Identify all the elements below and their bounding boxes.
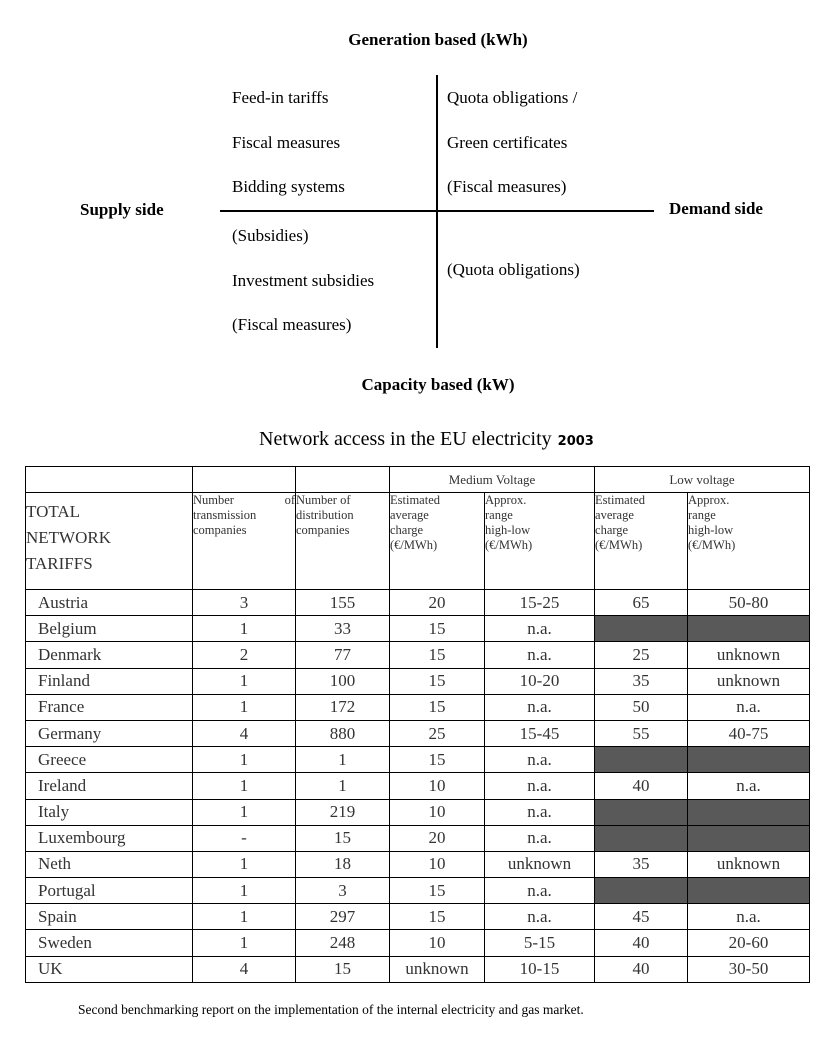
mv-range-cell: n.a. (485, 904, 595, 930)
mv-range-cell: 10-15 (485, 956, 595, 982)
header-line: Number of (193, 493, 295, 507)
mv-charge-cell: 15 (390, 642, 485, 668)
lv-range-cell: unknown (688, 642, 810, 668)
lv-estimated-charge-header (595, 493, 688, 590)
lv-charge-cell: 55 (595, 720, 688, 746)
country-cell: France (26, 694, 193, 720)
distribution-cell: 15 (296, 825, 390, 851)
mv-charge-cell: 10 (390, 773, 485, 799)
transmission-cell: 1 (193, 904, 296, 930)
mv-charge-cell: 10 (390, 851, 485, 877)
not-applicable-shaded-cell (688, 825, 810, 851)
mv-charge-cell: 20 (390, 590, 485, 616)
distribution-companies-header (296, 493, 390, 590)
table-row (26, 956, 810, 982)
not-applicable-shaded-cell (595, 799, 688, 825)
table-body (26, 590, 810, 983)
transmission-cell: 1 (193, 878, 296, 904)
mv-charge-cell: 15 (390, 904, 485, 930)
total-network-tariffs-header (26, 493, 193, 590)
mv-charge-cell: 15 (390, 694, 485, 720)
mv-charge-cell: 15 (390, 747, 485, 773)
header-line: TARIFFS (26, 554, 93, 573)
generation-based-label: Generation based (kWh) (348, 30, 528, 49)
quadrant-item: (Quota obligations) (447, 260, 580, 279)
transmission-cell: 1 (193, 616, 296, 642)
header-line: (€/MWh) (485, 538, 533, 552)
mv-estimated-charge-header (390, 493, 485, 590)
country-cell: Italy (26, 799, 193, 825)
medium-voltage-header: Medium Voltage (390, 467, 595, 493)
table-row (26, 799, 810, 825)
table-year: 2003 (557, 434, 594, 449)
not-applicable-shaded-cell (688, 799, 810, 825)
distribution-cell: 15 (296, 956, 390, 982)
lv-charge-cell: 50 (595, 694, 688, 720)
header-line: charge (595, 523, 629, 537)
header-line: (€/MWh) (688, 538, 736, 552)
distribution-cell: 297 (296, 904, 390, 930)
table-title (259, 428, 594, 451)
empty-header-cell (296, 467, 390, 493)
lv-approx-range-header (688, 493, 810, 590)
mv-range-cell: unknown (485, 851, 595, 877)
mv-range-cell: n.a. (485, 878, 595, 904)
country-cell: Portugal (26, 878, 193, 904)
source-footnote: Second benchmarking report on the implementation of the internal electricity and gas market. (78, 1002, 584, 1017)
header-line: NETWORK (26, 528, 111, 547)
quadrant-item: (Fiscal measures) (447, 177, 567, 196)
country-cell: Spain (26, 904, 193, 930)
group-header-row (26, 467, 810, 493)
transmission-cell: - (193, 825, 296, 851)
country-cell: Austria (26, 590, 193, 616)
mv-charge-cell: 15 (390, 878, 485, 904)
header-line: high-low (485, 523, 531, 537)
table-row (26, 616, 810, 642)
header-line: Approx. (688, 493, 730, 507)
mv-range-cell: 15-25 (485, 590, 595, 616)
distribution-cell: 1 (296, 747, 390, 773)
quadrant-item: Investment subsidies (232, 270, 375, 290)
quadrant-top-right (447, 76, 577, 210)
country-cell: Finland (26, 668, 193, 694)
not-applicable-shaded-cell (688, 616, 810, 642)
lv-range-cell: 40-75 (688, 720, 810, 746)
header-line: distribution (296, 508, 354, 522)
network-access-table (25, 466, 810, 983)
not-applicable-shaded-cell (595, 747, 688, 773)
header-line: average (390, 508, 429, 522)
transmission-cell: 1 (193, 773, 296, 799)
mv-charge-cell: 25 (390, 720, 485, 746)
lv-charge-cell: 35 (595, 668, 688, 694)
not-applicable-shaded-cell (688, 747, 810, 773)
mv-charge-cell: 20 (390, 825, 485, 851)
table-row (26, 668, 810, 694)
mv-range-cell: n.a. (485, 642, 595, 668)
lv-charge-cell: 45 (595, 904, 688, 930)
quadrant-bottom-left (232, 214, 374, 348)
table-row (26, 851, 810, 877)
empty-header-cell (26, 467, 193, 493)
mv-charge-cell: 10 (390, 930, 485, 956)
lv-range-cell: 30-50 (688, 956, 810, 982)
country-cell: Germany (26, 720, 193, 746)
transmission-cell: 3 (193, 590, 296, 616)
distribution-cell: 33 (296, 616, 390, 642)
header-line: range (688, 508, 716, 522)
not-applicable-shaded-cell (595, 825, 688, 851)
transmission-cell: 1 (193, 747, 296, 773)
country-cell: Neth (26, 851, 193, 877)
horizontal-axis-line (220, 210, 654, 212)
header-line: companies (296, 523, 350, 537)
transmission-cell: 1 (193, 694, 296, 720)
country-cell: Greece (26, 747, 193, 773)
mv-range-cell: 15-45 (485, 720, 595, 746)
header-line: (€/MWh) (390, 538, 438, 552)
transmission-cell: 4 (193, 720, 296, 746)
header-line: Estimated (595, 493, 646, 507)
header-line: TOTAL (26, 502, 81, 521)
capacity-based-label: Capacity based (kW) (361, 375, 515, 394)
low-voltage-header: Low voltage (595, 467, 810, 493)
distribution-cell: 100 (296, 668, 390, 694)
transmission-cell: 1 (193, 851, 296, 877)
header-line: transmission (193, 508, 257, 522)
table-row (26, 930, 810, 956)
mv-charge-cell: 10 (390, 799, 485, 825)
table-row (26, 720, 810, 746)
distribution-cell: 219 (296, 799, 390, 825)
empty-header-cell (193, 467, 296, 493)
mv-range-cell: 5-15 (485, 930, 595, 956)
column-header-row (26, 493, 810, 590)
table-row (26, 747, 810, 773)
header-line: Approx. (485, 493, 527, 507)
distribution-cell: 880 (296, 720, 390, 746)
not-applicable-shaded-cell (595, 878, 688, 904)
lv-range-cell: unknown (688, 668, 810, 694)
header-line: range (485, 508, 513, 522)
lv-range-cell: n.a. (688, 904, 810, 930)
distribution-cell: 3 (296, 878, 390, 904)
table-row (26, 825, 810, 851)
table-row (26, 590, 810, 616)
demand-side-label: Demand side (669, 199, 763, 218)
table-row (26, 642, 810, 668)
distribution-cell: 155 (296, 590, 390, 616)
lv-range-cell: n.a. (688, 773, 810, 799)
table-row (26, 904, 810, 930)
mv-approx-range-header (485, 493, 595, 590)
distribution-cell: 77 (296, 642, 390, 668)
country-cell: Belgium (26, 616, 193, 642)
lv-charge-cell: 35 (595, 851, 688, 877)
transmission-cell: 1 (193, 930, 296, 956)
supply-side-label: Supply side (80, 200, 164, 219)
quadrant-item: Fiscal measures (232, 132, 341, 152)
lv-range-cell: 50-80 (688, 590, 810, 616)
quadrant-item: Feed-in tariffs (232, 88, 329, 107)
header-line: charge (390, 523, 424, 537)
lv-charge-cell: 65 (595, 590, 688, 616)
header-line: Number of (296, 493, 351, 507)
header-line: high-low (688, 523, 734, 537)
mv-range-cell: n.a. (485, 616, 595, 642)
quadrant-item: (Fiscal measures) (232, 315, 352, 334)
distribution-cell: 248 (296, 930, 390, 956)
lv-range-cell: 20-60 (688, 930, 810, 956)
transmission-cell: 2 (193, 642, 296, 668)
quadrant-item: Bidding systems (232, 177, 345, 196)
table-row (26, 694, 810, 720)
transmission-cell: 4 (193, 956, 296, 982)
mv-range-cell: n.a. (485, 694, 595, 720)
quadrant-item: Green certificates (447, 132, 568, 152)
country-cell: Luxembourg (26, 825, 193, 851)
transmission-cell: 1 (193, 799, 296, 825)
header-line: average (595, 508, 634, 522)
quadrant-item: Quota obligations / (447, 88, 578, 107)
transmission-companies-header (193, 493, 296, 590)
country-cell: UK (26, 956, 193, 982)
mv-charge-cell: unknown (390, 956, 485, 982)
transmission-cell: 1 (193, 668, 296, 694)
country-cell: Denmark (26, 642, 193, 668)
distribution-cell: 172 (296, 694, 390, 720)
header-line: companies (193, 523, 247, 537)
table-title-text: Network access in the EU electricity (259, 428, 552, 450)
mv-range-cell: n.a. (485, 825, 595, 851)
country-cell: Ireland (26, 773, 193, 799)
table-row (26, 878, 810, 904)
distribution-cell: 1 (296, 773, 390, 799)
lv-charge-cell: 40 (595, 773, 688, 799)
mv-charge-cell: 15 (390, 616, 485, 642)
lv-charge-cell: 40 (595, 930, 688, 956)
quadrant-top-left (232, 76, 345, 210)
header-line: Estimated (390, 493, 440, 507)
mv-range-cell: n.a. (485, 799, 595, 825)
mv-charge-cell: 15 (390, 668, 485, 694)
mv-range-cell: n.a. (485, 747, 595, 773)
lv-charge-cell: 25 (595, 642, 688, 668)
quadrant-item: (Subsidies) (232, 226, 309, 245)
quadrant-bottom-right (447, 248, 580, 293)
mv-range-cell: 10-20 (485, 668, 595, 694)
mv-range-cell: n.a. (485, 773, 595, 799)
header-line: (€/MWh) (595, 538, 643, 552)
table-row (26, 773, 810, 799)
distribution-cell: 18 (296, 851, 390, 877)
lv-range-cell: n.a. (688, 694, 810, 720)
not-applicable-shaded-cell (688, 878, 810, 904)
lv-charge-cell: 40 (595, 956, 688, 982)
not-applicable-shaded-cell (595, 616, 688, 642)
country-cell: Sweden (26, 930, 193, 956)
lv-range-cell: unknown (688, 851, 810, 877)
